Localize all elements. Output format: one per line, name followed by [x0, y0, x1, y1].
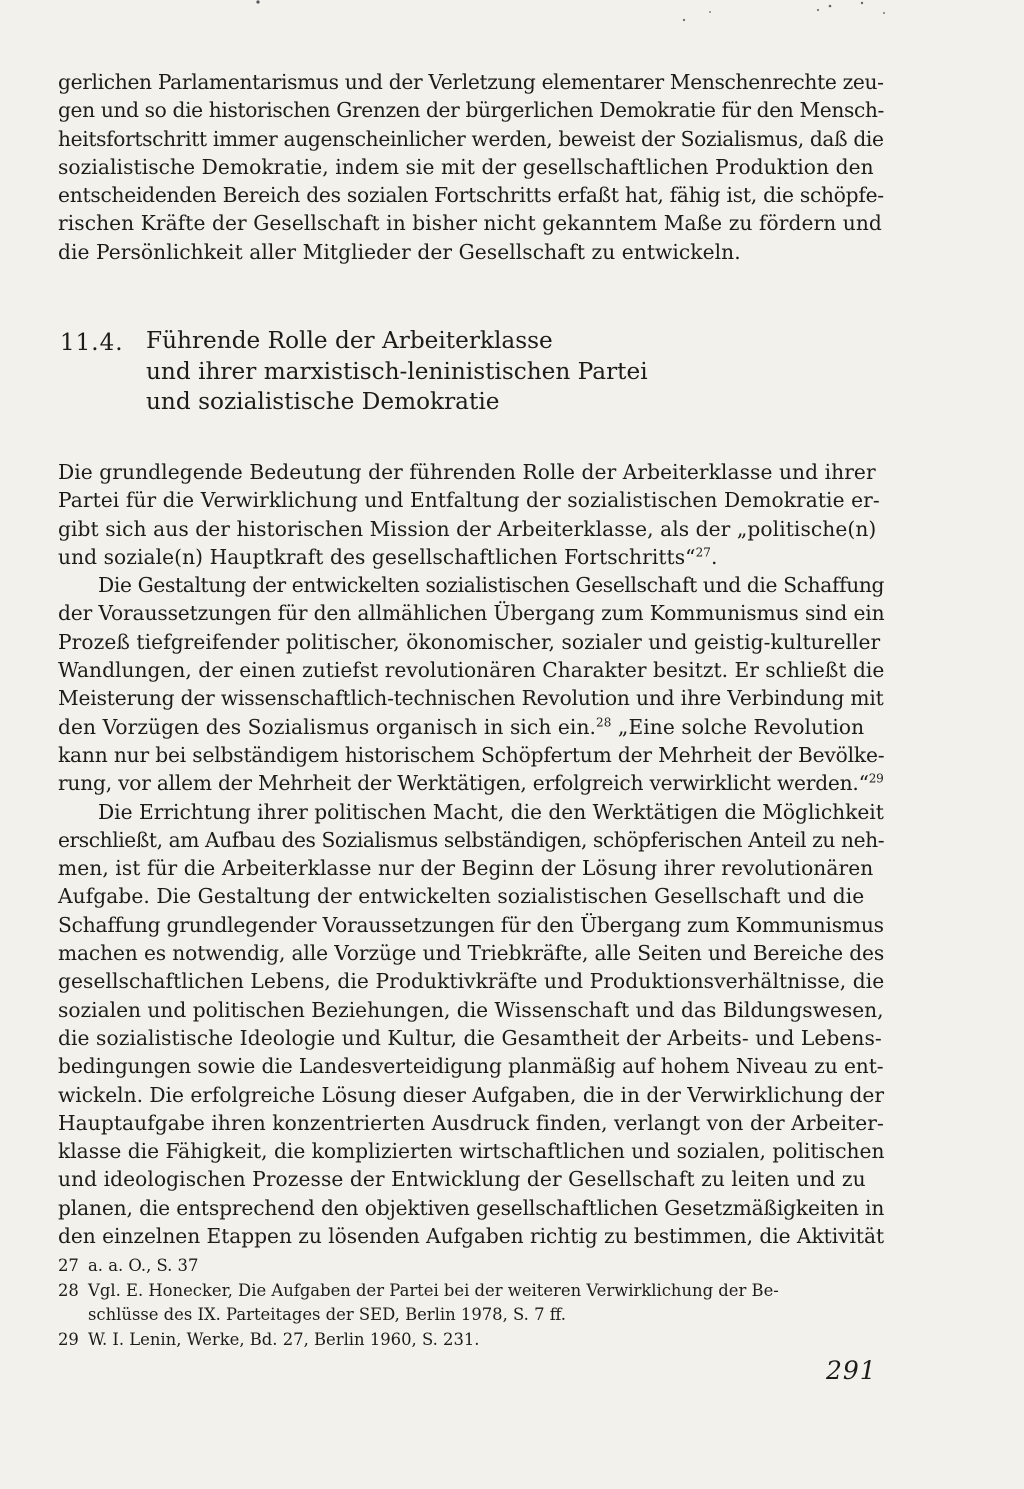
text-line — [58, 996, 886, 1024]
footnote-text: Vgl. E. Honecker, Die Aufgaben der Partei bei der weiteren Verwirklichung der Be- — [88, 1280, 779, 1300]
text-line — [58, 1109, 886, 1137]
text-line — [58, 571, 886, 599]
footnote — [58, 1254, 898, 1279]
text-line — [58, 826, 886, 854]
line-text: Die grundlegende Bedeutung der führenden Rolle der Arbeiterklasse und ihrer — [58, 460, 876, 484]
text-line: gen und so die historischen Grenzen der bürgerlichen Demokratie für den Mensch- — [58, 98, 884, 123]
line-text: erschließt, am Aufbau des Sozialismus selbständigen, schöpferischen Anteil zu neh- — [58, 827, 885, 852]
text-line: entscheidenden Bereich des sozialen Fortschritts erfaßt hat, fähig ist, die schöpfe- — [58, 183, 884, 208]
text-line — [58, 543, 886, 571]
text-line — [58, 741, 886, 769]
footnote-number: 29 — [58, 1329, 79, 1349]
text-line — [58, 486, 886, 514]
section-body — [58, 458, 886, 1250]
footnote-number: 28 — [58, 1280, 79, 1300]
text-line — [58, 713, 886, 741]
line-text: bedingungen sowie die Landesverteidigung planmäßig auf hohem Niveau zu ent- — [58, 1054, 884, 1079]
line-text: machen es notwendig, alle Vorzüge und Triebkräfte, alle Seiten und Bereiche des — [58, 941, 885, 966]
line-text: und ideologischen Prozesse der Entwicklung der Gesellschaft zu leiten und zu — [58, 1167, 866, 1192]
text-line — [58, 1024, 886, 1052]
line-text: klasse die Fähigkeit, die komplizierten wirtschaftlichen und sozialen, politischen — [58, 1139, 885, 1164]
line-text: men, ist für die Arbeiterklasse nur der Beginn der Lösung ihrer revolutionären — [58, 856, 874, 881]
line-text: Partei für die Verwirklichung und Entfaltung der sozialistischen Demokratie er- — [58, 488, 880, 513]
footnotes — [58, 1254, 898, 1352]
text-line — [58, 769, 886, 797]
line-text: Wandlungen, der einen zutiefst revolutionären Charakter besitzt. Er schließt die — [58, 658, 885, 683]
text-line — [58, 1194, 886, 1222]
line-text: Die Gestaltung der entwickelten sozialistischen Gesellschaft und die Schaffung — [98, 573, 885, 598]
footnote-reference: 27 — [695, 545, 711, 560]
text-line — [58, 967, 886, 995]
text-line — [58, 599, 886, 627]
text-line — [58, 911, 886, 939]
text-line: rischen Kräfte der Gesellschaft in bisher nicht gekanntem Maße zu fördern und — [58, 211, 882, 236]
footnote-text: W. I. Lenin, Werke, Bd. 27, Berlin 1960, S. 231. — [88, 1329, 480, 1349]
line-text: den einzelnen Etappen zu lösenden Aufgaben richtig zu bestimmen, die Aktivität — [58, 1224, 885, 1249]
text-line: sozialistische Demokratie, indem sie mit der gesellschaftlichen Produktion den — [58, 154, 874, 179]
footnote-number: 27 — [58, 1256, 79, 1275]
footnote-reference: 29 — [868, 771, 884, 786]
text-line: gerlichen Parlamentarismus und der Verletzung elementarer Menschenrechte zeu- — [58, 70, 884, 94]
text-line — [58, 1081, 886, 1109]
text-line — [58, 854, 886, 882]
line-text: der Voraussetzungen für den allmählichen Übergang zum Kommunismus sind ein — [58, 601, 885, 626]
footnote-reference: 28 — [596, 714, 612, 729]
text-line — [58, 1137, 886, 1165]
line-text: Hauptaufgabe ihren konzentrierten Ausdruck finden, verlangt von der Arbeiter- — [58, 1110, 884, 1135]
line-text: „Eine solche Revolution — [611, 714, 865, 739]
section-title-line: und ihrer marxistisch-leninistischen Partei — [146, 357, 648, 385]
section-number: 11.4. — [60, 330, 124, 356]
line-text: kann nur bei selbständigem historischem Schöpfertum der Mehrheit der Bevölke- — [58, 742, 885, 767]
text-line — [58, 684, 886, 712]
text-line — [58, 1165, 886, 1193]
text-line — [58, 515, 886, 543]
line-text: . — [710, 544, 718, 569]
line-text: Die Errichtung ihrer politischen Macht, die den Werktätigen die Möglichkeit — [98, 799, 884, 824]
line-text: wickeln. Die erfolgreiche Lösung dieser Aufgaben, die in der Verwirklichung der — [58, 1082, 885, 1107]
text-line — [58, 656, 886, 684]
line-text: sozialen und politischen Beziehungen, die Wissenschaft und das Bildungswesen, — [58, 997, 884, 1022]
text-line — [58, 939, 886, 967]
line-text: Aufgabe. Die Gestaltung der entwickelten sozialistischen Gesellschaft und die — [58, 884, 865, 909]
line-text: Meisterung der wissenschaftlich-technischen Revolution und ihre Verbindung mit — [58, 686, 884, 711]
footnote-text: schlüsse des IX. Parteitages der SED, Berlin 1978, S. 7 ff. — [88, 1305, 567, 1324]
text-line — [58, 882, 886, 910]
intro-paragraph — [58, 68, 886, 266]
line-text: planen, die entsprechend den objektiven gesellschaftlichen Gesetzmäßigkeiten in — [58, 1195, 885, 1220]
text-line — [58, 798, 886, 826]
footnote — [58, 1328, 898, 1353]
text-line: die Persönlichkeit aller Mitglieder der Gesellschaft zu entwickeln. — [58, 239, 741, 264]
line-text: die sozialistische Ideologie und Kultur, die Gesamtheit der Arbeits- und Lebens- — [58, 1025, 882, 1050]
scan-specks — [0, 0, 1024, 40]
section-title-line: Führende Rolle der Arbeiterklasse — [146, 327, 553, 354]
text-line — [58, 628, 886, 656]
line-text: Prozeß tiefgreifender politischer, ökonomischer, sozialer und geistig-kultureller — [58, 629, 881, 654]
text-line — [58, 458, 886, 486]
line-text: den Vorzügen des Sozialismus organisch in sich ein. — [58, 714, 597, 739]
line-text: gibt sich aus der historischen Mission der Arbeiterklasse, als der „politische(n) — [58, 516, 877, 541]
footnote — [58, 1279, 898, 1304]
line-text: und soziale(n) Hauptkraft des gesellschaftlichen Fortschritts“ — [58, 544, 696, 569]
footnote-text: a. a. O., S. 37 — [88, 1256, 199, 1275]
line-text: rung, vor allem der Mehrheit der Werktätigen, erfolgreich verwirklicht werden.“ — [58, 771, 869, 796]
section-title-line: und sozialistische Demokratie — [146, 388, 500, 415]
text-line: heitsfortschritt immer augenscheinlicher werden, beweist der Sozialismus, daß die — [58, 126, 884, 151]
page-number: 291 — [826, 1356, 877, 1385]
line-text: gesellschaftlichen Lebens, die Produktivkräfte und Produktionsverhältnisse, die — [58, 969, 885, 994]
section-title — [146, 326, 648, 418]
text-line — [58, 1052, 886, 1080]
text-line — [58, 1222, 886, 1250]
line-text: Schaffung grundlegender Voraussetzungen für den Übergang zum Kommunismus — [58, 912, 884, 937]
